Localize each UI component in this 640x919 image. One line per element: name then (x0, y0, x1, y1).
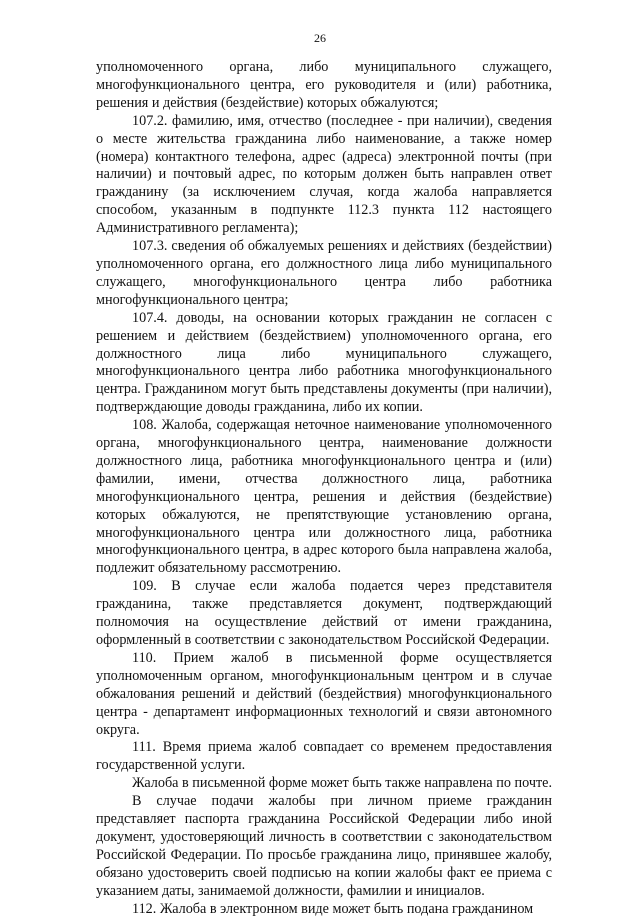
paragraph-108: 108. Жалоба, содержащая неточное наименование уполномоченного органа, многофункционального центра, наименование должности должностного лица, работника многофункционального центра и (или) фамилии, имени, отчества должностного лица, работника многофункционального центра, решения и действия (бездействие) которых обжалуются, не препятствующие установлению органа, многофункционального центра или должностного лица, работника многофункционального центра, в адрес которого была направлена жалоба, подлежит обязательному рассмотрению. (96, 417, 552, 577)
paragraph-109: 109. В случае если жалоба подается через представителя гражданина, также представляется документ, подтверждающий полномочия на осуществление действий от имени гражданина, оформленный в соответствии с законодательством Российской Федерации. (96, 578, 552, 648)
paragraph-107-2: 107.2. фамилию, имя, отчество (последнее - при наличии), сведения о месте жительства гражданина либо наименование, а также номер (номера) контактного телефона, адрес (адреса) электронной почты (при наличии) и почтовый адрес, по которым должен быть направлен ответ гражданину (за исключением случая, когда жалоба направляется способом, указанным в подпункте 112.3 пункта 112 настоящего Административного регламента); (96, 112, 552, 237)
paragraph-107-3: 107.3. сведения об обжалуемых решениях и действиях (бездействии) уполномоченного органа, его должностного лица либо муниципального служащего, многофункционального центра либо работника многофункционального центра; (96, 238, 552, 308)
paragraph-110: 110. Прием жалоб в письменной форме осуществляется уполномоченным органом, многофункциональным центром и в случае обжалования решений и действий (бездействия) многофункционального центра - департамент информационных технологий и связи автономного округа. (96, 649, 552, 738)
page-number: 26 (314, 31, 326, 45)
paragraph-111: 111. Время приема жалоб совпадает со временем предоставления государственной услуги. (96, 739, 552, 774)
document-body (96, 59, 552, 919)
paragraph-continuation: уполномоченного органа, либо муниципального служащего, многофункционального центра, его руководителя и (или) работника, решения и действия (бездействие) которых обжалуются; (96, 59, 552, 111)
paragraph-112: 112. Жалоба в электронном виде может быть подана гражданином (132, 900, 534, 917)
paragraph-111-personal: В случае подачи жалобы при личном приеме гражданин представляет паспорта гражданина Российской Федерации либо иной документ, удостоверяющий личность в соответствии с законодательством Российской Федерации. По просьбе гражданина лицо, принявшее жалобу, обязано удостоверить своей подписью на копии жалобы факт ее приема с указанием даты, занимаемой должности, фамилии и инициалов. (96, 793, 552, 899)
paragraph-111-mail: Жалоба в письменной форме может быть также направлена по почте. (132, 775, 553, 792)
paragraph-107-4: 107.4. доводы, на основании которых гражданин не согласен с решением и действием (бездействием) уполномоченного органа, его должностного лица либо муниципального служащего, многофункционального центра либо работника многофункционального центра. Гражданином могут быть представлены документы (при наличии), подтверждающие доводы гражданина, либо их копии. (96, 309, 552, 416)
